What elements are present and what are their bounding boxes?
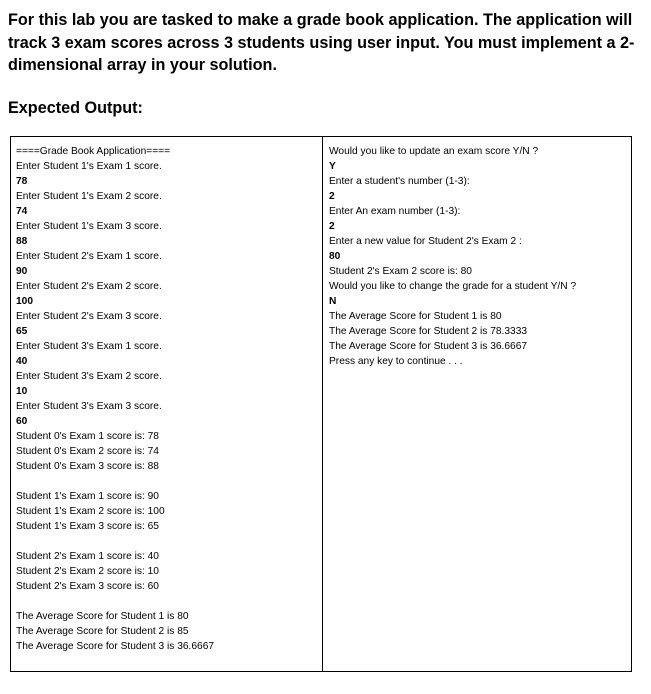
console-input-line: 80 [329, 251, 341, 262]
console-line: Enter Student 2's Exam 2 score. [16, 281, 162, 292]
console-line: The Average Score for Student 1 is 80 [16, 611, 189, 622]
expected-output-heading: Expected Output: [8, 99, 143, 117]
console-line: Enter Student 3's Exam 3 score. [16, 401, 162, 412]
console-line: The Average Score for Student 3 is 36.6667 [16, 641, 215, 652]
console-line: Student 2's Exam 3 score is: 60 [16, 581, 159, 592]
console-line: ====Grade Book Application==== [16, 146, 171, 157]
console-input-line: 40 [16, 356, 28, 367]
console-input-line: 2 [329, 221, 335, 232]
console-line: Student 0's Exam 1 score is: 78 [16, 431, 159, 442]
console-output-right-column [322, 137, 631, 671]
console-line: The Average Score for Student 2 is 85 [16, 626, 189, 637]
console-line: Enter a student's number (1-3): [329, 176, 470, 187]
console-blank-line [16, 594, 322, 609]
console-line: Enter Student 2's Exam 3 score. [16, 311, 162, 322]
console-line: Student 2's Exam 2 score is: 80 [329, 266, 472, 277]
console-input-line: N [329, 296, 337, 307]
console-line: Student 1's Exam 3 score is: 65 [16, 521, 159, 532]
console-input-line: 78 [16, 176, 28, 187]
expected-output-table [10, 136, 632, 672]
console-line: Enter Student 1's Exam 3 score. [16, 221, 162, 232]
console-line: Would you like to change the grade for a student Y/N ? [329, 281, 577, 292]
console-output-left-column [11, 137, 322, 671]
console-input-line: 90 [16, 266, 28, 277]
console-line: Student 2's Exam 1 score is: 40 [16, 551, 159, 562]
console-input-line: 10 [16, 386, 28, 397]
console-input-line: 2 [329, 191, 335, 202]
console-line: Enter Student 1's Exam 2 score. [16, 191, 162, 202]
console-line: Press any key to continue . . . [329, 356, 463, 367]
console-input-line: 100 [16, 296, 33, 307]
console-line: Student 2's Exam 2 score is: 10 [16, 566, 159, 577]
console-input-line: Y [329, 161, 336, 172]
console-blank-line [16, 474, 322, 489]
console-line: Student 1's Exam 1 score is: 90 [16, 491, 159, 502]
console-line: Enter Student 3's Exam 2 score. [16, 371, 162, 382]
console-line: Would you like to update an exam score Y/N ? [329, 146, 539, 157]
console-line: Enter Student 3's Exam 1 score. [16, 341, 162, 352]
console-line: Student 1's Exam 2 score is: 100 [16, 506, 165, 517]
console-line: The Average Score for Student 1 is 80 [329, 311, 502, 322]
console-input-line: 88 [16, 236, 28, 247]
console-blank-line [16, 534, 322, 549]
console-line: Enter Student 1's Exam 1 score. [16, 161, 162, 172]
console-input-line: 60 [16, 416, 28, 427]
console-line: Student 0's Exam 3 score is: 88 [16, 461, 159, 472]
console-line: The Average Score for Student 2 is 78.3333 [329, 326, 528, 337]
console-line: Enter An exam number (1-3): [329, 206, 461, 217]
assignment-instructions: For this lab you are tasked to make a grade book application. The application will track 3 exam scores across 3 students using user input. You must implement a 2-dimensional array in your solution. [8, 11, 635, 74]
console-line: Student 0's Exam 2 score is: 74 [16, 446, 159, 457]
console-input-line: 74 [16, 206, 28, 217]
console-input-line: 65 [16, 326, 28, 337]
console-line: The Average Score for Student 3 is 36.6667 [329, 341, 528, 352]
console-line: Enter Student 2's Exam 1 score. [16, 251, 162, 262]
console-line: Enter a new value for Student 2's Exam 2 : [329, 236, 522, 247]
